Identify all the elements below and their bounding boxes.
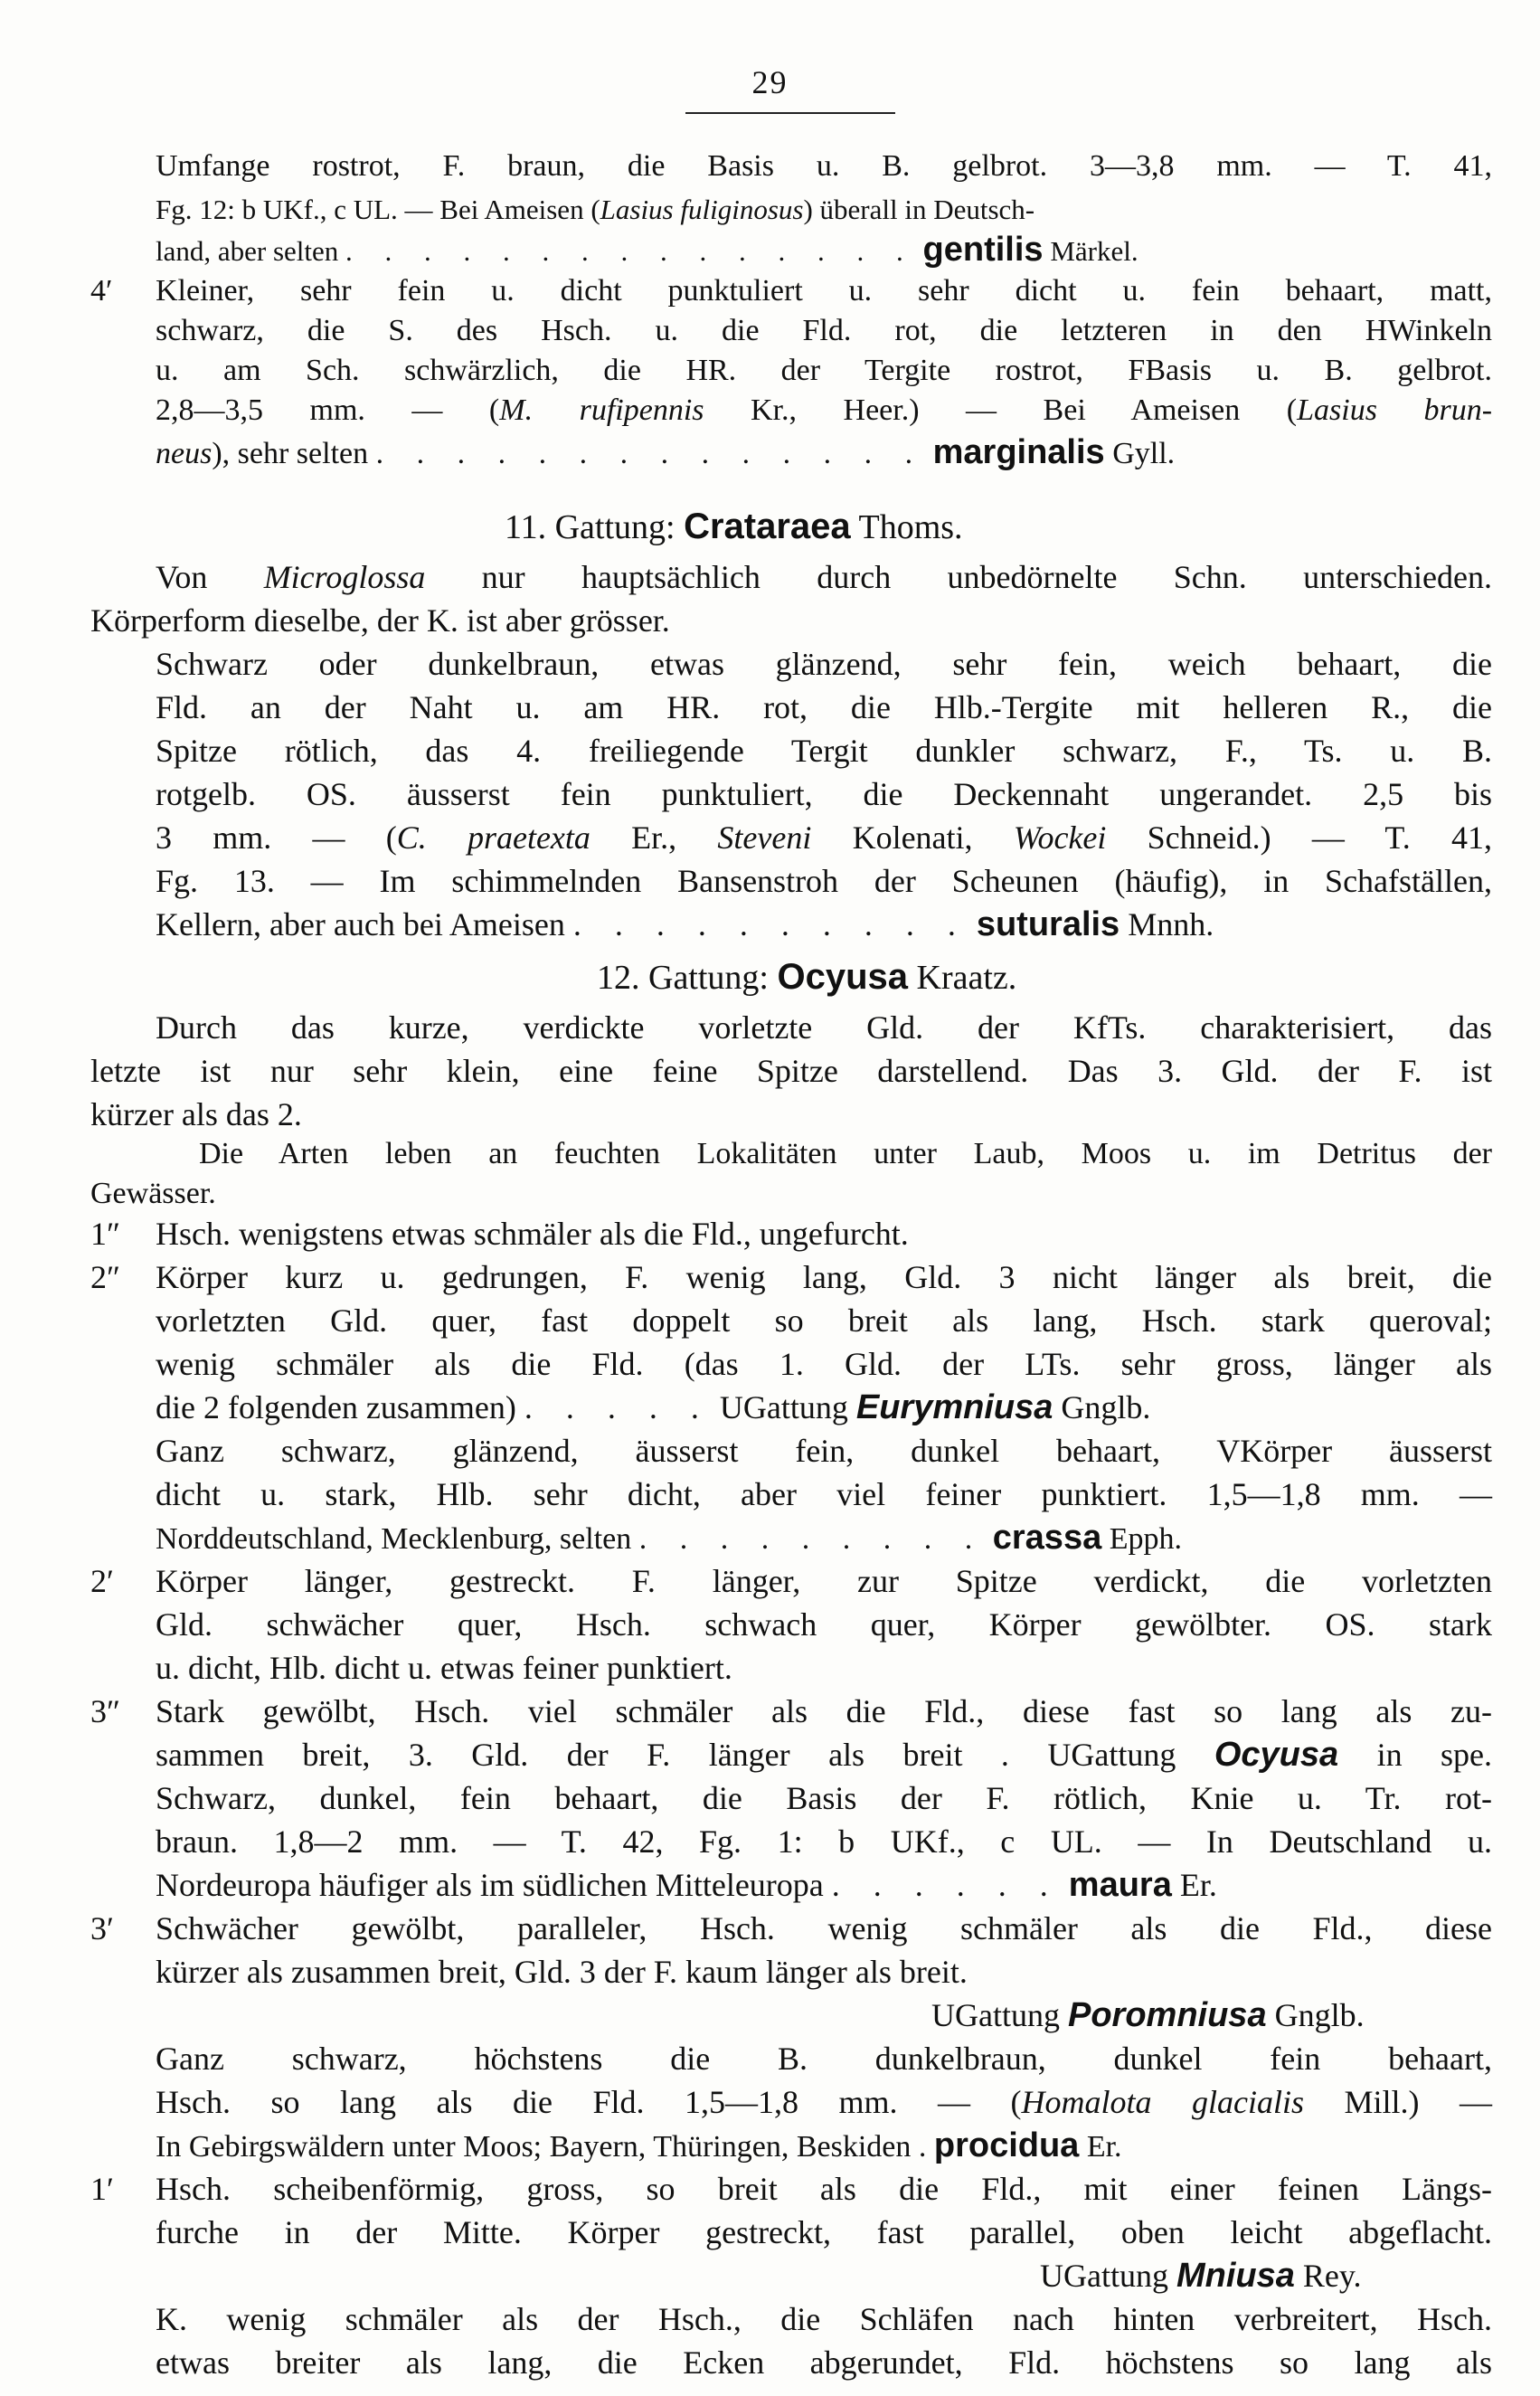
subgenus-name: Eurymniusa — [855, 1388, 1053, 1426]
species-procidua: procidua — [933, 2126, 1080, 2164]
text-line: braun. 1,8—2 mm. — T. 42, Fg. 1: b UKf., c UL. — In Deutschland u. — [156, 1823, 1492, 1860]
text-line: Spitze rötlich, das 4. freiliegende Tergit dunkler schwarz, F., Ts. u. B. — [156, 733, 1492, 769]
subgenus-line: die 2 folgenden zusammen) . . . . . UGattung Eurymniusa Gnglb. — [156, 1388, 1151, 1426]
text-line: schwarz, die S. des Hsch. u. die Fld. rot, die letzteren in den HWinkeln — [156, 314, 1492, 347]
text-line: kürzer als zusammen breit, Gld. 3 der F. kaum länger als breit. — [156, 1954, 968, 1990]
subgenus-name: Mniusa — [1176, 2257, 1295, 2295]
subgenus-name: Poromniusa — [1067, 1996, 1267, 2034]
synonym-name: M. rufipennis — [499, 393, 704, 427]
text-line: Kleiner, sehr fein u. dicht punktuliert u. sehr dicht u. fein behaart, matt, — [156, 274, 1492, 308]
text-line: u. am Sch. schwärzlich, die HR. der Tergite rostrot, FBasis u. B. gelbrot. — [156, 354, 1492, 387]
text-line: furche in der Mitte. Körper gestreckt, fast parallel, oben leicht abgeflacht. — [156, 2214, 1492, 2250]
species-marginalis: marginalis — [932, 433, 1105, 471]
text-line: Gewässer. — [90, 1177, 216, 1210]
species-maura: maura — [1068, 1866, 1172, 1904]
species-line: land, aber selten . . . . . . . . . . . . . . . gentilis Märkel. — [156, 231, 1138, 269]
species-name: Lasius fuliginosus — [600, 194, 804, 225]
key-number: 1″ — [90, 1216, 120, 1252]
text-line: rotgelb. OS. äusserst fein punktuliert, die Deckennaht ungerandet. 2,5 bis — [156, 776, 1492, 812]
text-line: Gld. schwächer quer, Hsch. schwach quer, Körper gewölbter. OS. stark — [156, 1606, 1492, 1643]
text-line: Fld. an der Naht u. am HR. rot, die Hlb.-Tergite mit helleren R., die — [156, 689, 1492, 725]
subgenus-line: UGattung Poromniusa Gnglb. — [931, 1996, 1365, 2034]
section-heading: 12. Gattung: Ocyusa Kraatz. — [597, 957, 1017, 997]
key-number: 2″ — [90, 1259, 120, 1295]
genus-name: Crataraea — [684, 507, 851, 546]
text-line: Ganz schwarz, glänzend, äusserst fein, dunkel behaart, VKörper äusserst — [156, 1433, 1492, 1469]
text-line: Umfange rostrot, F. braun, die Basis u. B. gelbrot. 3—3,8 mm. — T. 41, — [156, 149, 1492, 183]
text-line: Ganz schwarz, höchstens die B. dunkelbraun, dunkel fein behaart, — [156, 2041, 1492, 2077]
text-line: Körper kurz u. gedrungen, F. wenig lang, Gld. 3 nicht länger als breit, die — [156, 1259, 1492, 1295]
genus-name: Ocyusa — [777, 957, 909, 997]
header-rule — [685, 112, 895, 114]
text-line: Schwarz oder dunkelbraun, etwas glänzend, sehr fein, weich behaart, die — [156, 646, 1492, 682]
species-crassa: crassa — [992, 1519, 1102, 1557]
text-line: wenig schmäler als die Fld. (das 1. Gld. der LTs. sehr gross, länger als — [156, 1346, 1492, 1382]
text-line: Schwarz, dunkel, fein behaart, die Basis der F. rötlich, Knie u. Tr. rot- — [156, 1780, 1492, 1816]
text-line: kürzer als das 2. — [90, 1096, 302, 1132]
text-line: Stark gewölbt, Hsch. viel schmäler als die Fld., diese fast so lang als zu- — [156, 1693, 1492, 1729]
species-line: Nordeuropa häufiger als im südlichen Mitteleuropa . . . . . . maura Er. — [156, 1866, 1217, 1904]
text-line: Schwächer gewölbt, paralleler, Hsch. wenig schmäler als die Fld., diese — [156, 1910, 1492, 1946]
subgenus-line: sammen breit, 3. Gld. der F. länger als breit . UGattung Ocyusa in spe. — [156, 1736, 1493, 1774]
subgenus-name: Ocyusa — [1214, 1736, 1339, 1774]
species-suturalis: suturalis — [976, 905, 1120, 943]
key-number: 2′ — [90, 1563, 114, 1599]
species-gentilis: gentilis — [922, 231, 1044, 269]
text-line: Körper länger, gestreckt. F. länger, zur Spitze verdickt, die vorletzten — [156, 1563, 1492, 1599]
text-line: u. dicht, Hlb. dicht u. etwas feiner punktiert. — [156, 1650, 732, 1686]
section-heading: 11. Gattung: Crataraea Thoms. — [505, 507, 963, 546]
text-line: Fg. 12: b UKf., c UL. — Bei Ameisen (Lasius fuliginosus) überall in Deutsch- — [156, 194, 1035, 225]
text-line: letzte ist nur sehr klein, eine feine Spitze darstellend. Das 3. Gld. der F. ist — [90, 1053, 1492, 1089]
text-line: Fg. 13. — Im schimmelnden Bansenstroh der Scheunen (häufig), in Schafställen, — [156, 863, 1492, 899]
text-line: 2,8—3,5 mm. — (M. rufipennis Kr., Heer.) — Bei Ameisen (Lasius brun- — [156, 393, 1493, 427]
key-number: 1′ — [90, 2171, 114, 2207]
text-line: Von Microglossa nur hauptsächlich durch unbedörnelte Schn. unterschieden. — [156, 559, 1493, 595]
text-line: dicht u. stark, Hlb. sehr dicht, aber viel feiner punktiert. 1,5—1,8 mm. — — [156, 1476, 1492, 1512]
text-line: etwas breiter als lang, die Ecken abgerundet, Fld. höchstens so lang als — [156, 2344, 1492, 2381]
text-line: K. wenig schmäler als der Hsch., die Schläfen nach hinten verbreitert, Hsch. — [156, 2301, 1492, 2337]
key-number: 3′ — [90, 1910, 114, 1946]
page-number: 29 — [751, 64, 789, 100]
key-number: 4′ — [90, 274, 113, 308]
subgenus-line: UGattung Mniusa Rey. — [1040, 2257, 1362, 2295]
species-line: Kellern, aber auch bei Ameisen . . . . . . . . . . suturalis Mnnh. — [156, 905, 1214, 943]
species-line: In Gebirgswäldern unter Moos; Bayern, Thüringen, Beskiden . procidua Er. — [156, 2126, 1122, 2164]
text-line: Hsch. scheibenförmig, gross, so breit als die Fld., mit einer feinen Längs- — [156, 2171, 1492, 2207]
key-number: 3″ — [90, 1693, 120, 1729]
text-line: 3 mm. — (C. praetexta Er., Steveni Kolenati, Wockei Schneid.) — T. 41, — [156, 819, 1492, 856]
species-line: neus), sehr selten . . . . . . . . . . . . . . marginalis Gyll. — [156, 433, 1176, 471]
text-line: Hsch. wenigstens etwas schmäler als die Fld., ungefurcht. — [156, 1216, 909, 1252]
text-line: Hsch. so lang als die Fld. 1,5—1,8 mm. — (Homalota glacialis Mill.) — — [156, 2084, 1492, 2120]
text-line: Die Arten leben an feuchten Lokalitäten unter Laub, Moos u. im Detritus der — [199, 1137, 1492, 1170]
text-line: Körperform dieselbe, der K. ist aber grösser. — [90, 602, 670, 639]
text-line: vorletzten Gld. quer, fast doppelt so breit als lang, Hsch. stark queroval; — [156, 1302, 1492, 1339]
species-line: Norddeutschland, Mecklenburg, selten . . . . . . . . . crassa Epph. — [156, 1519, 1182, 1557]
text-line: Durch das kurze, verdickte vorletzte Gld. der KfTs. charakterisiert, das — [156, 1009, 1492, 1046]
